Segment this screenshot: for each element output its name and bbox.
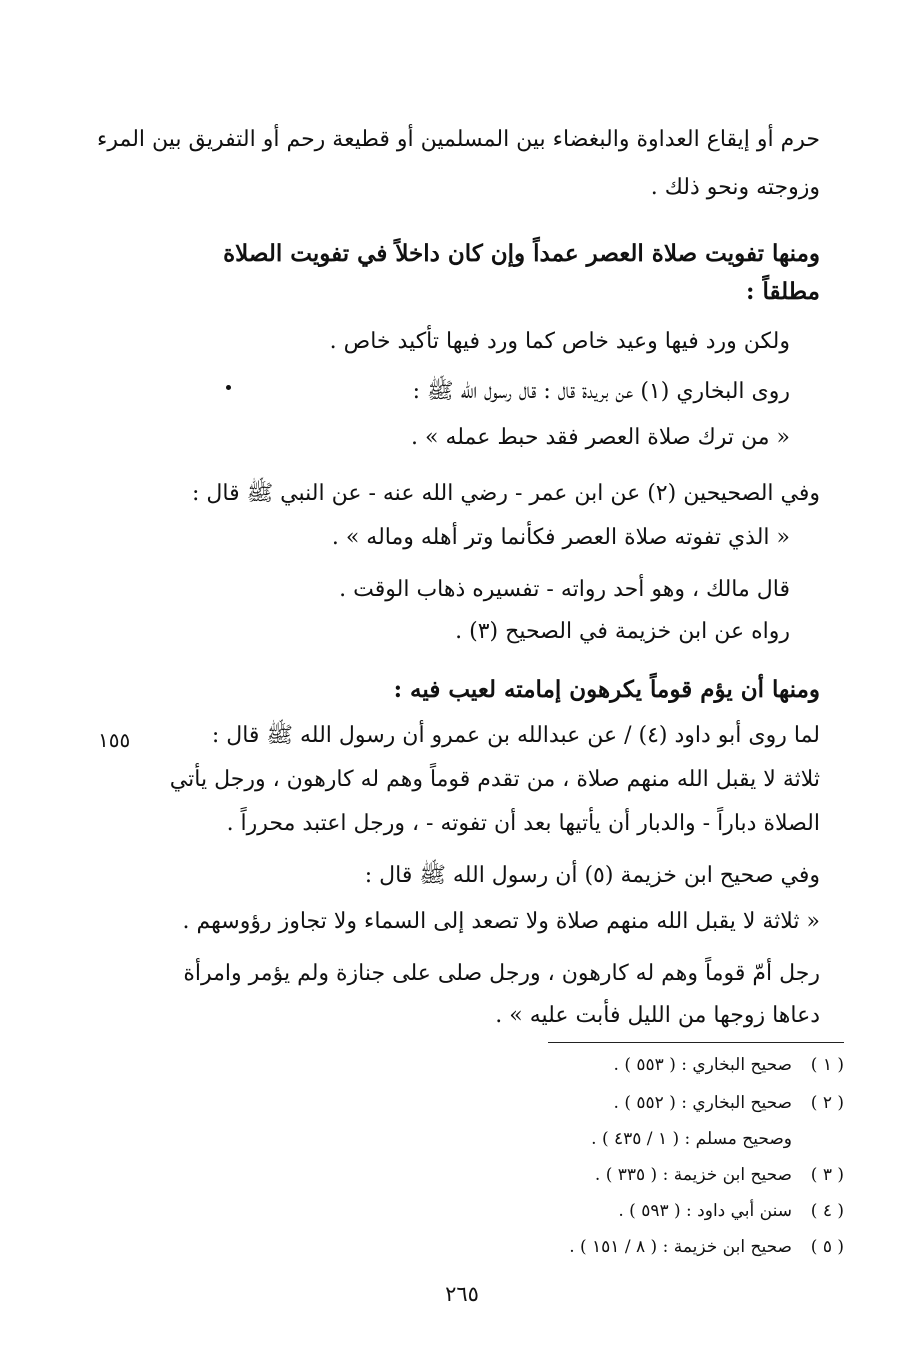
section-heading: ومنها تفويت صلاة العصر عمداً وإن كان داخلاً في تفويت الصلاة [223,240,820,267]
section-heading: مطلقاً : [746,278,820,305]
footnote [614,1090,844,1116]
body-line: دعاها زوجها من الليل فأبت عليه » . [495,1003,820,1028]
margin-page-reference: ١٥٥ [98,728,131,752]
footnote [614,1052,844,1078]
body-line: ثلاثة لا يقبل الله منهم صلاة ، من تقدم قوماً وهم له كارهون ، ورجل يأتي [169,767,820,792]
hadith-quote-line: « الذي تفوته صلاة العصر فكأنما وتر أهله وماله » . [331,525,790,550]
hadith-quote-line: « من ترك صلاة العصر فقد حبط عمله » . [411,425,790,450]
stray-dot [226,385,231,390]
footnote [569,1234,844,1260]
body-line: حرم أو إيقاع العداوة والبغضاء بين المسلمين أو قطيعة رحم أو التفريق بين المرء [97,127,820,152]
page-number: ٢٦٥ [445,1282,479,1306]
footnote-text: صحيح البخاري : ( ٥٥٢ ) . [613,1093,792,1113]
body-line: الصلاة دباراً - والدبار أن يأتيها بعد أن تفوته - ، ورجل اعتبد محرراً . [226,811,820,836]
footnote-text: سنن أبي داود : ( ٥٩٣ ) . [618,1201,792,1221]
body-line: رواه عن ابن خزيمة في الصحيح (٣) . [455,619,790,644]
footnote-number: ( ٢ ) [810,1093,844,1113]
footnote-text: وصحيح مسلم : ( ١ / ٤٣٥ ) . [591,1129,792,1149]
hadith-quote-line: « ثلاثة لا يقبل الله منهم صلاة ولا تصعد إلى السماء ولا تجاوز رؤوسهم . [182,909,820,934]
hadith-citation-line: روى البخاري (١) عن بريدة قال : قال رسول الله ﷺ : [412,379,790,404]
footnote-text: صحيح ابن خزيمة : ( ٣٣٥ ) . [594,1165,792,1185]
footnote-number: ( ٥ ) [810,1237,844,1257]
footnote [595,1162,844,1188]
body-line: قال مالك ، وهو أحد رواته - تفسيره ذهاب الوقت . [339,577,790,602]
footnote-number: ( ١ ) [810,1055,844,1075]
section-heading: ومنها أن يؤم قوماً يكرهون إمامته لعيب فيه : [393,676,820,703]
footnote-text: صحيح ابن خزيمة : ( ٨ / ١٥١ ) . [569,1237,792,1257]
footnote [591,1126,792,1152]
body-line: ولكن ورد فيها وعيد خاص كما ورد فيها تأكيد خاص . [329,329,790,354]
hadith-citation-line: لما روى أبو داود (٤) / عن عبدالله بن عمرو أن رسول الله ﷺ قال : [211,723,820,748]
footnote-number: ( ٣ ) [810,1165,844,1185]
footnote-separator [548,1042,844,1043]
hadith-citation-line: وفي صحيح ابن خزيمة (٥) أن رسول الله ﷺ قال : [364,863,820,888]
footnote-number: ( ٤ ) [810,1201,844,1221]
body-line: وزوجته ونحو ذلك . [650,175,820,200]
footnote-text: صحيح البخاري : ( ٥٥٣ ) . [613,1055,792,1075]
hadith-citation-line: وفي الصحيحين (٢) عن ابن عمر - رضي الله عنه - عن النبي ﷺ قال : [192,481,820,506]
body-line: رجل أمّ قوماً وهم له كارهون ، ورجل صلى على جنازة ولم يؤمر وامرأة [183,961,820,986]
footnote [618,1198,844,1224]
